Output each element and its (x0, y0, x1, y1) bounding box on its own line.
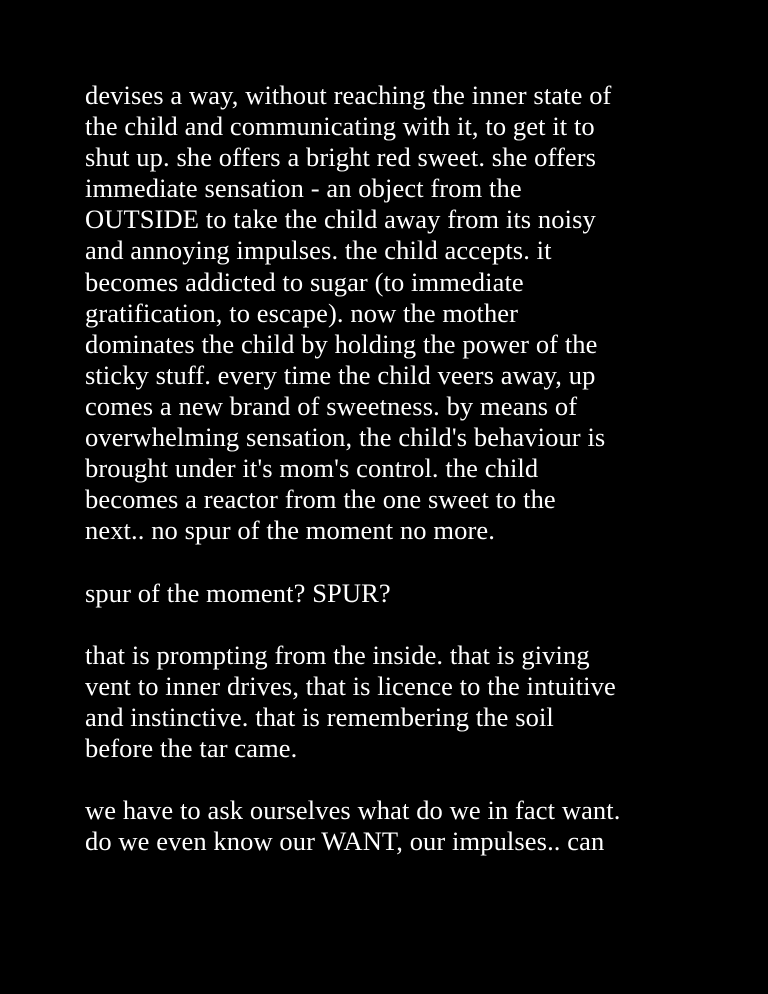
text-line: the child and communicating with it, to get it to (85, 111, 595, 142)
text-line: shut up. she offers a bright red sweet. she offers (85, 142, 597, 173)
paragraph-spacer (85, 764, 745, 795)
text-line: becomes a reactor from the one sweet to the (85, 484, 556, 515)
paragraph-prompting-inside (85, 640, 745, 764)
text-line: brought under it's mom's control. the child (85, 453, 539, 484)
text-line: vent to inner drives, that is licence to the intuitive (85, 670, 616, 701)
text-line: we have to ask ourselves what do we in fact want. (85, 795, 621, 826)
text-line: spur of the moment? SPUR? (85, 577, 391, 608)
text-line: immediate sensation - an object from the (85, 173, 522, 204)
text-line: before the tar came. (85, 732, 298, 763)
text-line: next.. no spur of the moment no more. (85, 515, 495, 546)
text-line: comes a new brand of sweetness. by means of (85, 390, 578, 421)
text-line: dominates the child by holding the power of the (85, 328, 598, 359)
text-line: becomes addicted to sugar (to immediate (85, 266, 524, 297)
text-line: and instinctive. that is remembering the soil (85, 701, 554, 732)
text-line: OUTSIDE to take the child away from its noisy (85, 204, 596, 235)
text-line: overwhelming sensation, the child's behaviour is (85, 422, 606, 453)
paragraph-spacer (85, 609, 745, 640)
paragraph-ask-ourselves (85, 795, 745, 857)
text-line: that is prompting from the inside. that is giving (85, 639, 590, 670)
paragraph-spur-question (85, 578, 745, 609)
paragraph-mother-sweet (85, 80, 745, 546)
text-line: and annoying impulses. the child accepts. it (85, 235, 552, 266)
text-line: gratification, to escape). now the mother (85, 297, 519, 328)
text-line: do we even know our WANT, our impulses.. can (85, 826, 605, 857)
document-page (85, 80, 745, 857)
text-line: sticky stuff. every time the child veers away, up (85, 359, 596, 390)
text-line: devises a way, without reaching the inner state of (85, 80, 612, 110)
paragraph-spacer (85, 546, 745, 577)
